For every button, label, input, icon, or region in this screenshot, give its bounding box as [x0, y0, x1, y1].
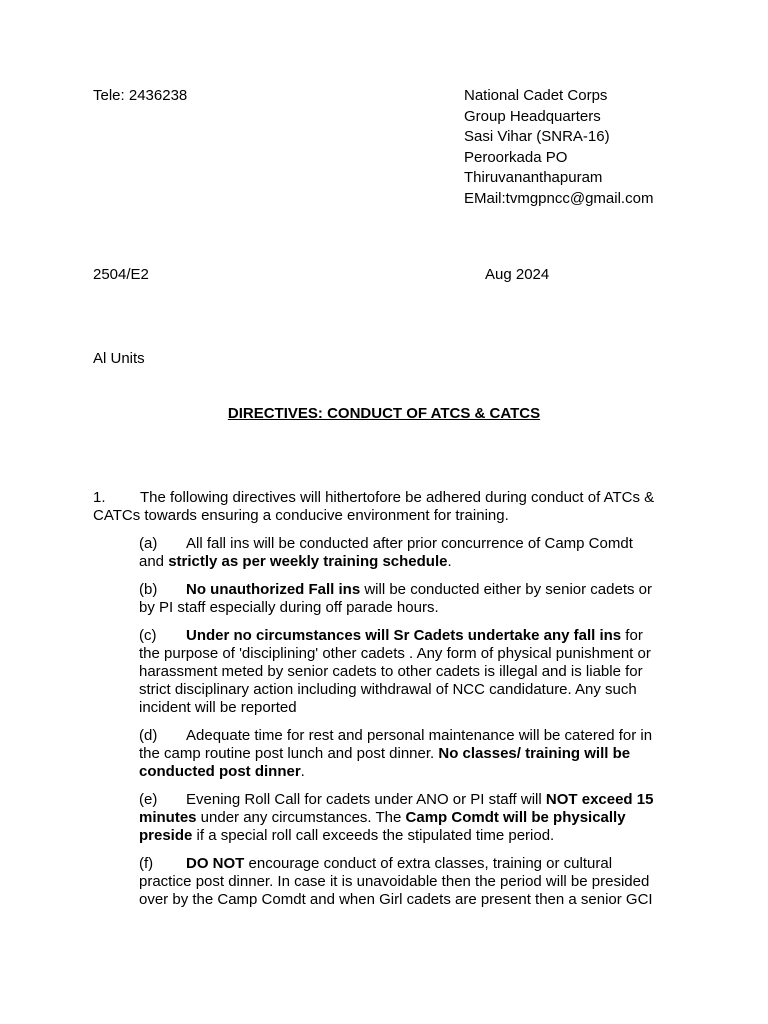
sender-address	[464, 87, 653, 210]
address-line: National Cadet Corps	[464, 87, 608, 104]
directive-item-c: (c) Under no circumstances will Sr Cadets undertake any fall ins for the purpose of 'disciplining' other cadets . Any form of physical punishment or harassment meted by senior cadets to other cadets is illegal and is liable for strict disciplinary action including withdrawal of NCC candidature. Any such incident will be reported	[139, 627, 651, 716]
directive-item-f: (f) DO NOT encourage conduct of extra classes, training or cultural practice post dinner. In case it is unavoidable then the period will be presided over by the Camp Comdt and when Girl cadets are present then a senior GCI	[139, 855, 653, 908]
address-line: Group Headquarters	[464, 107, 601, 125]
item-label: (d)	[139, 727, 158, 744]
addressee: Al Units	[93, 350, 145, 367]
item-label: (b)	[139, 581, 158, 598]
paragraph-number: 1.	[93, 489, 106, 506]
paragraph-1: 1. The following directives will hithertofore be adhered during conduct of ATCs & CATCs towards ensuring a conducive environment for training.	[93, 489, 655, 524]
letter-date: Aug 2024	[485, 266, 550, 283]
telephone-number: Tele: 2436238	[93, 87, 188, 104]
directive-item-d: (d) Adequate time for rest and personal maintenance will be catered for in the camp routine post lunch and post dinner. No classes/ training will be conducted post dinner.	[139, 727, 653, 780]
directive-item-a: (a) All fall ins will be conducted after prior concurrence of Camp Comdt and strictly as per weekly training schedule.	[139, 535, 633, 570]
item-label: (a)	[139, 535, 158, 552]
address-line: Peroorkada PO	[464, 148, 568, 166]
address-line: Sasi Vihar (SNRA-16)	[464, 128, 610, 145]
directive-item-b: (b) No unauthorized Fall ins will be conducted either by senior cadets or by PI staff especially during off parade hours.	[139, 581, 652, 616]
reference-number: 2504/E2	[93, 266, 149, 283]
item-label: (f)	[139, 855, 154, 872]
directive-item-e: (e) Evening Roll Call for cadets under ANO or PI staff will NOT exceed 15 minutes under any circumstances. The Camp Comdt will be physically preside if a special roll call exceeds the stipulated time period.	[139, 791, 654, 844]
item-label: (c)	[139, 627, 157, 644]
document-title: DIRECTIVES: CONDUCT OF ATCS & CATCS	[227, 405, 541, 422]
address-line: Thiruvananthapuram	[464, 169, 603, 186]
item-label: (e)	[139, 791, 158, 808]
email-address: EMail:tvmgpncc@gmail.com	[464, 189, 654, 207]
